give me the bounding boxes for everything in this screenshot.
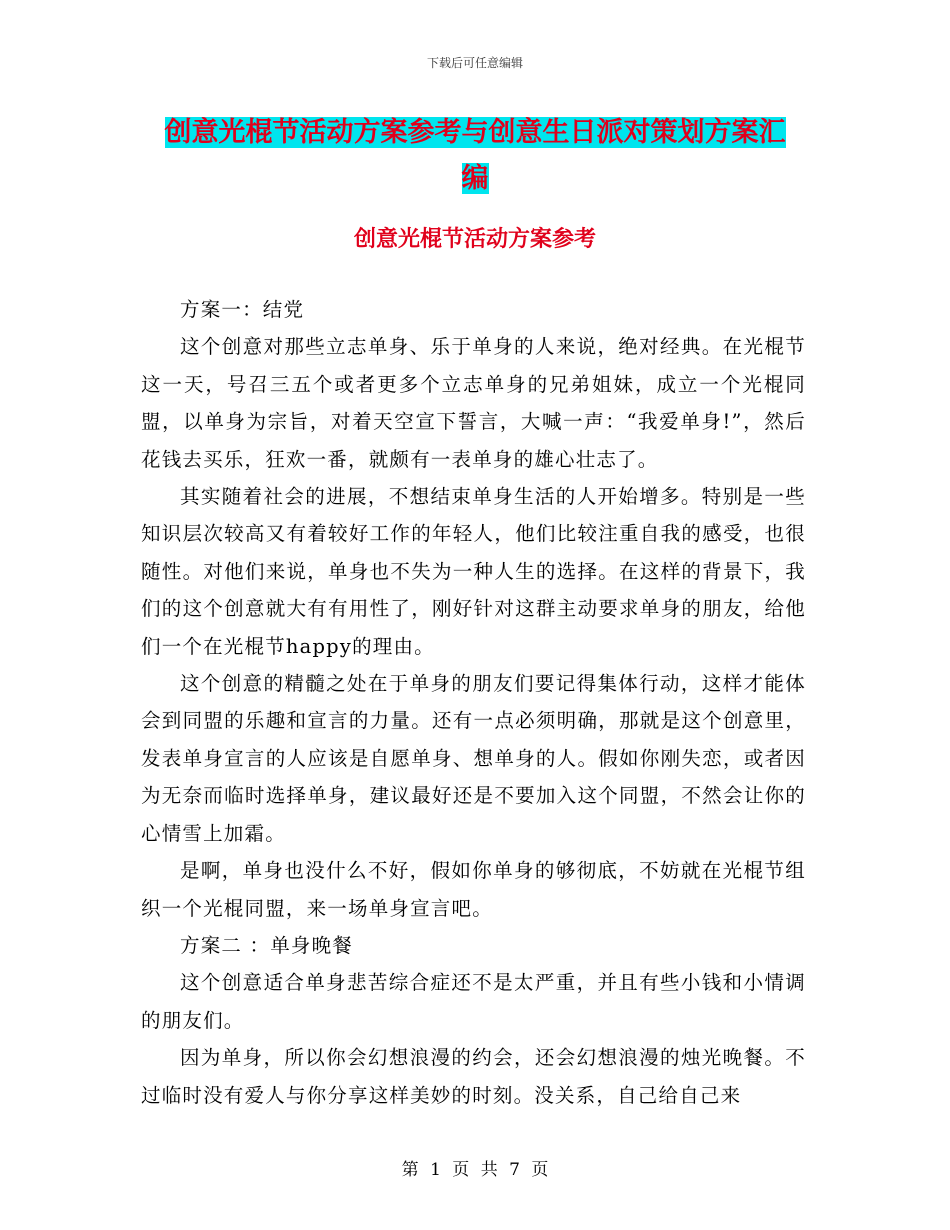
paragraph: 这个创意的精髓之处在于单身的朋友们要记得集体行动，这样才能体会到同盟的乐趣和宣言的力量。还有一点必须明确，那就是这个创意里，发表单身宣言的人应该是自愿单身、想单身的人。假如你刚失恋，或者因为无奈而临时选择单身，建议最好还是不要加入这个同盟，不然会让你的心情雪上加霜。 [141,672,806,845]
paragraph: 这个创意对那些立志单身、乐于单身的人来说，绝对经典。在光棍节这一天，号召三五个或者更多个立志单身的兄弟姐妹，成立一个光棍同盟，以单身为宗旨，对着天空宣下誓言，大喊一声：“我爱单身!”，然后花钱去买乐，狂欢一番，就颇有一表单身的雄心壮志了。 [141,335,806,471]
document-body [141,291,806,1114]
paragraph-plan-two-heading: 方案二 ：单身晚餐 [180,933,353,957]
section-title: 创意光棍节活动方案参考 [353,226,596,252]
paragraph: 这个创意适合单身悲苦综合症还不是太严重，并且有些小钱和小情调的朋友们。 [141,971,806,1032]
paragraph: 因为单身，所以你会幻想浪漫的约会，还会幻想浪漫的烛光晚餐。不过临时没有爱人与你分享这样美妙的时刻。没关系，自己给自己来 [141,1046,806,1107]
paragraph-plan-one-heading: 方案一：结党 [180,298,305,321]
paragraph: 其实随着社会的进展，不想结束单身生活的人开始增多。特别是一些知识层次较高又有着较好工作的年轻人，他们比较注重自我的感受，也很随性。对他们来说，单身也不失为一种人生的选择。在这样的背景下，我们的这个创意就大有有用性了，刚好针对这群主动要求单身的朋友，给他们一个在光棍节happy的理由。 [141,485,806,658]
document-title-line-1: 创意光棍节活动方案参考与创意生日派对策划方案汇 [164,117,786,148]
document-title [140,110,810,202]
document-title-line-2: 编 [461,163,489,194]
page-number-footer: 第 1 页 共 7 页 [401,1160,549,1180]
page-header-note: 下载后可任意编辑 [426,56,523,70]
paragraph: 是啊，单身也没什么不好，假如你单身的够彻底，不妨就在光棍节组织一个光棍同盟，来一场单身宣言吧。 [141,859,806,920]
